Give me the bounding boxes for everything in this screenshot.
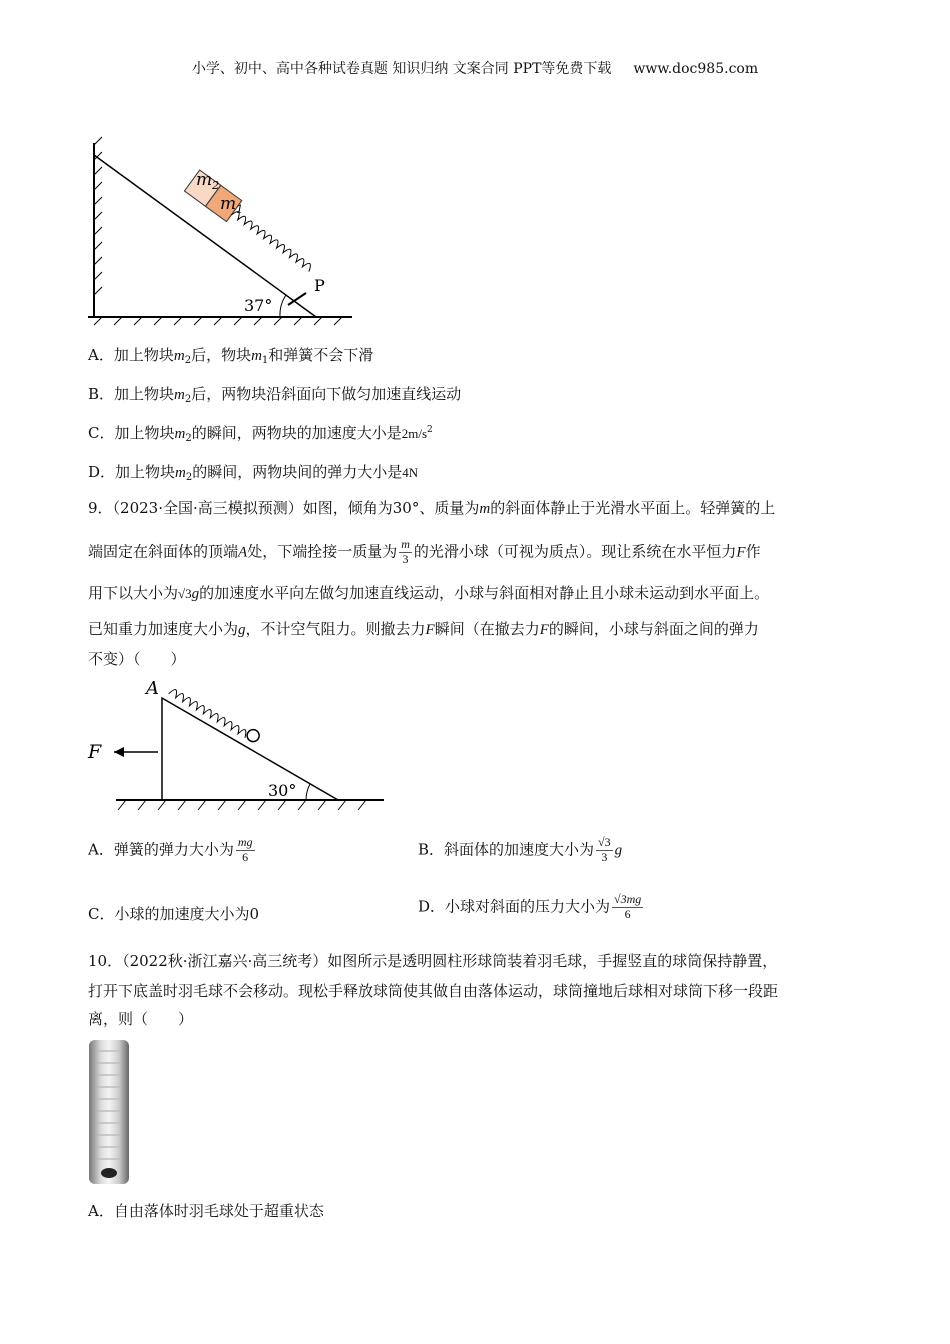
force-f-label: F bbox=[88, 741, 102, 763]
angle-label: 37° bbox=[244, 296, 273, 315]
angle-label: 30° bbox=[268, 781, 297, 800]
p-label: P bbox=[314, 276, 325, 295]
q8-option-c[interactable]: C．加上物块$m_2$的瞬间，两物块的加速度大小是$2m/s^2$ bbox=[88, 424, 433, 444]
header-text: 小学、初中、高中各种试卷真题 知识归纳 文案合同 PPT等免费下载 bbox=[191, 61, 612, 77]
m1-label: $m_1$ bbox=[220, 194, 244, 216]
q9-option-d[interactable]: D．小球对斜面的压力大小为 $\frac{√3mg}{6}$ bbox=[418, 892, 642, 921]
q8-option-a[interactable]: A．加上物块$m_2$后，物块$m_1$和弹簧不会下滑 bbox=[88, 346, 374, 366]
page-header bbox=[0, 58, 950, 78]
q8-option-b[interactable]: B．加上物块$m_2$后，两物块沿斜面向下做匀加速直线运动 bbox=[88, 385, 462, 405]
q9-option-c[interactable]: C．小球的加速度大小为0 bbox=[88, 905, 260, 923]
document-page: 小学、初中、高中各种试卷真题 知识归纳 文案合同 PPT等免费下载 www.doc985.com $m_2$ $m_1$ P 37° A．加上物块$m_2$后，物块$m_1$和弹簧不会下滑 B．加上物块$m_2$后，两物块沿斜面向下做匀加速直线运动 C．加上物块$m_2$的瞬间，两物块的加速度大小是$2m/s^2$ D．加上物块$m_2$的瞬间，两物块间的弹力大小是4N 9．（2023·全国·高三模拟预测）如图，倾角为30°、质量为m的斜面体静止于光滑水平面上。轻弹簧的上 端固定在斜面体的顶端A处，下端拴接一质量为 $\frac{m}{3}$ 的光滑小球（可视为质点）。现让系统在水平恒力F作 用下以大小为√3g的加速度水平向左做匀加速直线运动，小球与斜面相对静止且小球未运动到水平面上。 已知重力加速度大小为g，不计空气阻力。则撤去力F瞬间（在撤去力F的瞬间，小球与斜面之间的弹力 不变）（ ） A F 30° A．弹簧的弹力大小为 $\frac{mg}{6}$ B．斜面体的加速度大小为 $\frac{√3}{3}$ g C．小球的加速度大小为0 D．小球对斜面的压力大小为 $\frac{√3mg}{6}$ 10．（2022秋·浙江嘉兴·高三统考）如图所示是透明圆柱形球筒装着羽毛球，手握竖直的球筒保持静置， 打开下底盖时羽毛球不会移动。现松手释放球筒使其做自由落体运动，球筒撞地后球相对球筒下移一段距 离，则（ ） A．自由落体时羽毛球处于超重状态 bbox=[0, 0, 950, 1344]
q10-option-a[interactable]: A．自由落体时羽毛球处于超重状态 bbox=[88, 1202, 324, 1220]
incline-ball-figure bbox=[84, 672, 389, 817]
q8-option-d[interactable]: D．加上物块$m_2$的瞬间，两物块间的弹力大小是4N bbox=[88, 463, 419, 483]
q9-option-a[interactable]: A．弹簧的弹力大小为 $\frac{mg}{6}$ bbox=[88, 835, 253, 864]
shuttlecock-tube-photo bbox=[89, 1040, 129, 1184]
point-a-label: A bbox=[146, 678, 159, 699]
q9-option-b[interactable]: B．斜面体的加速度大小为 $\frac{√3}{3}$ g bbox=[418, 835, 623, 864]
header-url[interactable]: www.doc985.com bbox=[633, 61, 759, 77]
m2-label: $m_2$ bbox=[196, 170, 220, 192]
incline-spring-figure bbox=[84, 125, 359, 330]
